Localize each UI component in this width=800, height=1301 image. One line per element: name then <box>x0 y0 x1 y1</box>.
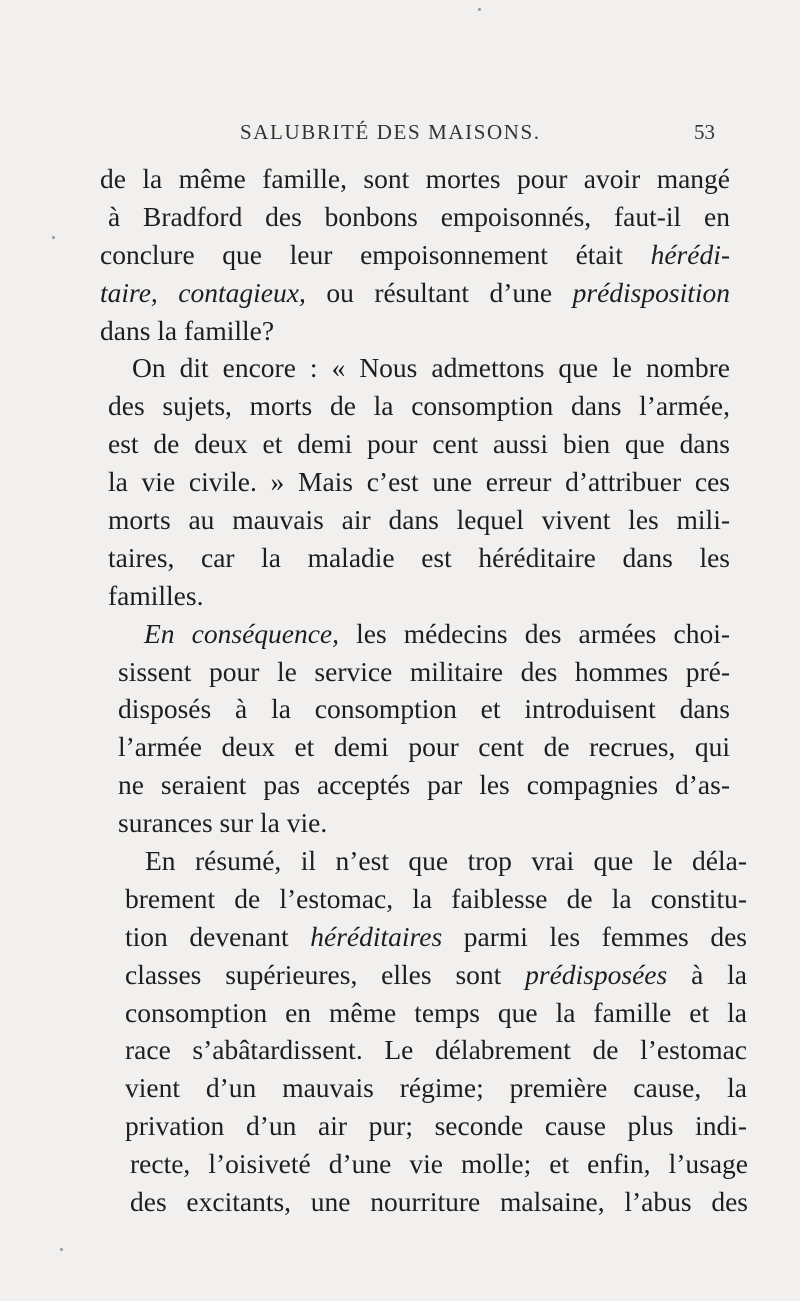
text-line: ne seraient pas acceptés par les compagnies d’as- <box>118 769 730 801</box>
text-line: à Bradford des bonbons empoisonnés, faut-il en <box>108 200 730 232</box>
text-line: race s’abâtardissent. Le délabrement de l’estomac <box>125 1034 747 1066</box>
text-line: surances sur la vie. <box>118 807 328 839</box>
paper-speck <box>478 8 481 11</box>
page-number: 53 <box>694 120 715 144</box>
text-line: tion devenant héréditaires parmi les femmes des <box>125 920 747 952</box>
text-line: conclure que leur empoisonnement était hérédi- <box>100 238 730 270</box>
italic-term: héréditaires <box>310 920 443 952</box>
italic-term: prédisposées <box>525 958 668 990</box>
text-line: l’armée deux et demi pour cent de recrues, qui <box>118 731 730 763</box>
text-line: taire, contagieux, ou résultant d’une prédisposition <box>100 276 730 308</box>
page-header <box>100 116 715 156</box>
text-line: taires, car la maladie est héréditaire dans les <box>108 541 730 573</box>
text-line: familles. <box>108 579 204 611</box>
text-line: des sujets, morts de la consomption dans l’armée, <box>108 390 730 422</box>
italic-term: hérédi- <box>650 238 730 270</box>
text-line: morts au mauvais air dans lequel vivent les mili- <box>108 504 730 536</box>
paper-speck <box>60 1248 63 1251</box>
text-line: consomption en même temps que la famille et la <box>125 996 747 1028</box>
text-line: classes supérieures, elles sont prédisposées à la <box>125 958 747 990</box>
paper-speck <box>52 236 55 239</box>
body-text <box>100 160 748 1221</box>
text-line: de la même famille, sont mortes pour avoir mangé <box>100 163 730 194</box>
text-line: des excitants, une nourriture malsaine, l’abus des <box>130 1186 748 1218</box>
text-line: est de deux et demi pour cent aussi bien que dans <box>108 428 730 460</box>
text-line: On dit encore : « Nous admettons que le nombre <box>132 352 730 384</box>
text-line: En résumé, il n’est que trop vrai que le déla- <box>145 845 747 877</box>
text-line: sissent pour le service militaire des hommes pré- <box>118 655 730 687</box>
text-line: disposés à la consomption et introduisent dans <box>118 693 730 725</box>
italic-term: taire, contagieux, <box>100 276 306 308</box>
text-line: dans la famille? <box>100 314 275 346</box>
text-line: vient d’un mauvais régime; première cause, la <box>125 1072 747 1104</box>
italic-term: En conséquence, <box>144 617 340 649</box>
text-line: brement de l’estomac, la faiblesse de la constitu- <box>125 882 747 914</box>
text-line: recte, l’oisiveté d’une vie molle; et enfin, l’usage <box>130 1148 748 1180</box>
text-line: la vie civile. » Mais c’est une erreur d’attribuer ces <box>108 466 730 498</box>
text-line: En conséquence, les médecins des armées choi- <box>144 617 730 649</box>
running-title: SALUBRITÉ DES MAISONS. <box>240 120 541 144</box>
italic-term: prédisposition <box>572 276 730 308</box>
text-line: privation d’un air pur; seconde cause plus indi- <box>125 1110 747 1142</box>
